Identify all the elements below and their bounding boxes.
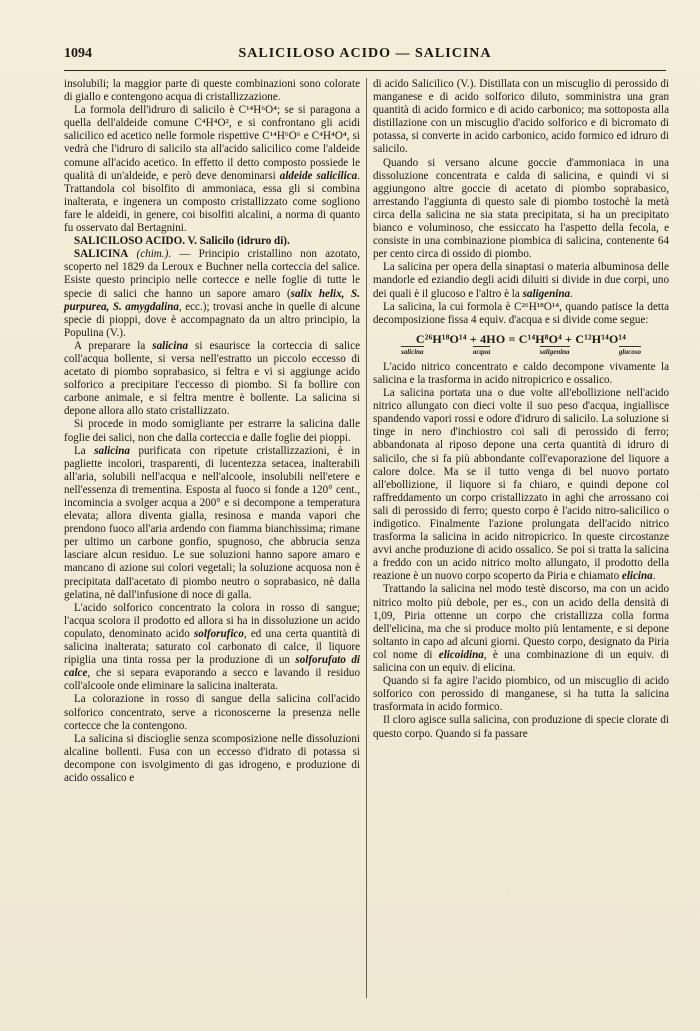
paragraph: Il cloro agisce sulla salicina, con produzione di specie clorate di questo corpo. Quando si fa passare [373, 714, 669, 740]
paragraph: insolubili; la maggior parte di queste combinazioni sono colorate di giallo e contengono acqua di cristallizzazione. [64, 78, 360, 104]
column-divider [366, 78, 367, 998]
page-number: 1094 [64, 46, 92, 61]
right-column [373, 78, 669, 741]
entry-crossref: SALICILOSO ACIDO. V. Salicilo (idruro di). [74, 235, 290, 248]
running-title: SALICILOSO ACIDO — SALICINA [238, 46, 492, 61]
paragraph: Quando si versano alcune goccie d'ammoniaca in una dissoluzione concentrata e calda di salicina, e quindi vi si aggiungono altre goccie di acetato di piombo soprabasico, arrestando l'aggiunta di questo sale di piombo tostochè la metà circa della salicina ne sia stata precipitata, si ha un precipitato bianco e voluminoso, che essiccato ha l'aspetto della fecola, e consiste in una combinazione piombica di salicina, contenente 64 per cento circa di ossido di piombo. [373, 156, 669, 261]
paragraph: L'acido nitrico concentrato e caldo decompone vivamente la salicina e la trasforma in acido nitropicrico e ossalico. [373, 360, 669, 386]
paragraph: La salicina per opera della sinaptasi o materia albuminosa delle mandorle ed eziandio degli acidi diluiti si divide in due corpi, uno dei quali è il glucoso e l'altro è la saligenina. [373, 261, 669, 300]
equation-labels [401, 346, 641, 357]
paragraph: Quando si fa agire l'acido piombico, od un miscuglio di acido solforico con perossido di manganese, si ha tutta la salicina trasformata in acido formico. [373, 675, 669, 714]
paragraph: La formola dell'idruro di salicilo è C¹⁴H⁶O⁴; se si paragona a quella dell'aldeide comune C⁴H⁴O², e si confrontano gli acidi salicilico ed acetico nelle formole rispettive C¹⁴H⁶O⁶ e C⁴H⁴O⁴, si vedrà che l'idruro di salicilo sta all'acido salicilico come l'aldeide comune all'acido acetico. In effetto il detto composto possiede le qualità di un'aldeide, e però deve denominarsi aldeide salicilica. Trattandola col bisolfito di ammoniaca, essa gli si combina inalterata, e ingenera un composto cristallizzato come sogliono fare le aldeidi, in genere, coi bisolfiti alcalini, a norma di quanto fu osservato dal Bertagnini. [64, 104, 360, 235]
equation-label: saligenina [539, 347, 570, 356]
paragraph: La salicina purificata con ripetute cristallizzazioni, è in pagliette incolori, trasparenti, di lucentezza setacea, inalterabili all'aria, solubili nell'acqua e nell'alcoole, insolubili nell'etere e nell'essenza di trementina. Esposta al fuoco si fonde a 120° cent., incomincia a svolger acqua a 200° e si decompone a temperatura elevata; allora diventa gialla, resinosa e manda vapori che prendono fuoco all'aria ardendo con fiamma bianchissima; rimane per ultimo un carbone gonfio, spugnoso, che abbrucia senza lasciare alcun residuo. Le sue soluzioni hanno sapore amaro e mancano di azione sui colori vegetali; la soluzione acquosa non è precipitata dall'acetato di piombo neutro o soprabasico, nè dalla gelatina, nè dall'infusione di noce di galla. [64, 444, 360, 601]
paragraph: La salicina portata una o due volte all'ebollizione nell'acido nitrico allungato con dieci volte il suo peso d'acqua, ingiallisce spandendo vapori rossi e odore d'idruro di salicilo. La soluzione si tinge in nero d'inchiostro coi sali di perossido di ferro; abbandonata al riposo depone una certa quantità di idruro di salicilo, che si fa più abbondante coll'evaporazione del liquore a calore dolce. Ma se il tutto venga di bel nuovo portato all'ebollizione, il liquore si fa chiaro, e quindi depone col raffreddamento un corpo cristallizzato in aghi che arrossano coi sali di perossido di ferro; questo corpo è l'acido nitro-salicilico o indigotico. Finalmente l'azione prolungata dell'acido nitrico trasforma la salicina in acido nitropicrico. In queste circostanze avvi anche produzione di acido ossalico. Se poi si tratta la salicina a freddo con un acido nitrico molto allungato, il prodotto della reazione è un nuovo corpo scoperto da Piria e chiamato elicina. [373, 387, 669, 583]
equation-label: acqua [472, 347, 491, 356]
paragraph: Si procede in modo somigliante per estrarre la salicina dalle foglie dei salici, non che dalla corteccia e dalle foglie dei pioppi. [64, 418, 360, 444]
chemical-equation [373, 333, 669, 357]
paragraph: Trattando la salicina nel modo testè discorso, ma con un acido nitrico molto più debole, per es., con un acido della densità di 1,09, Piria ottenne un corpo che cristallizza colla forma dell'elicina, ma che si produce molto più lentamente, e si depone soltanto in capo ad alcuni giorni. Questo corpo, designato da Piria col nome di elicoidina, è una combinazione di un equiv. di salicina con un equiv. di elicina. [373, 583, 669, 675]
header-rule [64, 70, 666, 71]
paragraph: di acido Salicilico (V.). Distillata con un miscuglio di perossido di manganese e di acido solforico diluto, somministra una gran quantità di acido formico e di acido carbonico; ma sottoposta alla distillazione con un miscuglio d'acido solforico e di bicromato di potassa, si converte in acido carbonico, acido formico ed idruro di salicilo. [373, 78, 669, 156]
paragraph: La salicina, la cui formola è C²⁶H¹⁸O¹⁴, quando patisce la detta decomposizione fissa 4 equiv. d'acqua e si divide come segue: [373, 300, 669, 326]
page-header [64, 46, 666, 68]
paragraph: A preparare la salicina si esaurisce la corteccia di salice coll'acqua bollente, si versa nell'estratto un piccolo eccesso di acetato di piombo soprabasico, si feltra e vi si aggiunge acido solforico a precipitare l'eccesso di piombo. Si fa bollire con carbone animale, e si feltra mentre è bollente. La salicina si depone allora allo stato cristallizzato. [64, 339, 360, 418]
equation-text: C²⁶H¹⁸O¹⁴ + 4HO = C¹⁴H⁸O⁴ + C¹²H¹⁴O¹⁴ [415, 331, 627, 346]
paragraph: La salicina si discioglie senza scomposizione nelle dissoluzioni alcaline bollenti. Fusa con un eccesso d'idrato di potassa si decompone con isvolgimento di gas idrogeno, e produzione di acido ossalico e [64, 732, 360, 784]
paragraph: L'acido solforico concentrato la colora in rosso di sangue; l'acqua scolora il prodotto ed allora si ha in dissoluzione un acido copulato, denominato acido solforufico, ed una certa quantità di salicina inalterata; saturato col carbonato di calce, il liquore ripiglia una tinta rossa per la produzione di un solforufato di calce, che si separa evaporando a secco e lavando il residuo coll'alcoole onde eliminare la salicina inalterata. [64, 601, 361, 693]
left-column [64, 78, 360, 785]
equation-label: salicina [401, 347, 424, 356]
equation-label: glucoso [618, 347, 641, 356]
entry-term: SALICINA [74, 248, 129, 261]
paragraph: La colorazione in rosso di sangue della salicina coll'acido solforico concentrato, serve a riconoscerne la presenza nelle cortecce che la contengono. [64, 693, 360, 732]
entry-salicina: SALICINA (chim.). — Principio cristallino non azotato, scoperto nel 1829 da Leroux e Buchner nella corteccia del salice. Esiste questo principio nelle cortecce e nelle foglie di tutte le specie di salici che hanno un sapore amaro (salix helix, S. purpurea, S. amygdalina, ecc.); trovasi anche in quelle di alcune specie di pioppi, dove è accompagnato da un altro principio, la Populina (V.). [64, 248, 360, 339]
